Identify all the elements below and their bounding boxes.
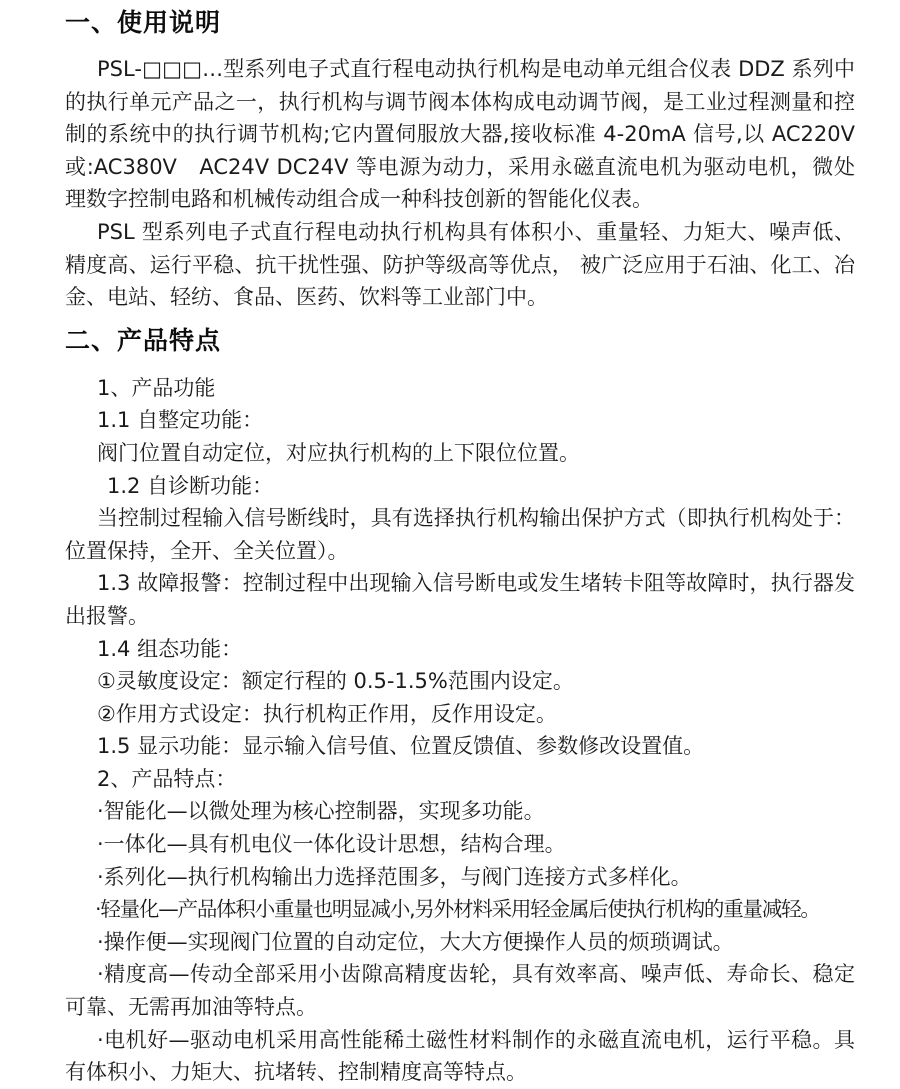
paragraph-product-intro: PSL-□□□…型系列电子式直行程电动执行机构是电动单元组合仪表 DDZ 系列中的执行单元产品之一，执行机构与调节阀本体构成电动调节阀，是工业过程测量和控制的系统中的执行调节机构;它内置伺服放大器,接收标准 4-20mA 信号,以 AC220V 或:AC380V AC24V DC24V 等电源为动力，采用永磁直流电机为驱动电机，微处理数字控制电路和机械传动组合成一种科技创新的智能化仪表。: [65, 57, 855, 212]
item-1-3-fault-alarm: 1.3 故障报警：控制过程中出现输入信号断电或发生堵转卡阻等故障时，执行器发出报警。: [65, 571, 855, 628]
item-1-1-self-tuning: 1.1 自整定功能：: [97, 408, 264, 433]
item-1-4-configuration: 1.4 组态功能：: [97, 636, 243, 661]
item-1-1-description: 阀门位置自动定位，对应执行机构的上下限位位置。: [97, 440, 580, 465]
bullet-easy-operation: ·操作便—实现阀门位置的自动定位，大大方便操作人员的烦琐调试。: [97, 929, 734, 954]
item-sensitivity-setting: ①灵敏度设定：额定行程的 0.5-1.5%范围内设定。: [97, 669, 574, 694]
section-heading-usage: 一、使用说明: [65, 8, 222, 37]
bullet-lightweight: ·轻量化—产品体积小重量也明显减小,另外材料采用轻金属后使执行机构的重量减轻。: [95, 897, 820, 922]
item-1-product-function: 1、产品功能: [97, 375, 216, 400]
bullet-good-motor: ·电机好—驱动电机采用高性能稀土磁性材料制作的永磁直流电机，运行平稳。具有体积小、力矩大、抗堵转、控制精度高等特点。: [65, 1027, 855, 1085]
item-1-2-description: 当控制过程输入信号断线时，具有选择执行机构输出保护方式（即执行机构处于：位置保持，全开、全关位置）。: [65, 506, 855, 563]
item-1-5-display-function: 1.5 显示功能：显示输入信号值、位置反馈值、参数修改设置值。: [97, 734, 705, 759]
paragraph-product-advantages: PSL 型系列电子式直行程电动执行机构具有体积小、重量轻、力矩大、噪声低、精度高、运行平稳、抗干扰性强、防护等级高等优点， 被广泛应用于石油、化工、冶金、电站、轻纺、食品、医药、饮料等工业部门中。: [65, 219, 855, 310]
section-heading-features: 二、产品特点: [65, 325, 222, 355]
item-action-mode-setting: ②作用方式设定：执行机构正作用，反作用设定。: [97, 701, 557, 726]
bullet-intelligent: ·智能化—以微处理为核心控制器，实现多功能。: [97, 799, 545, 824]
item-1-2-self-diagnosis: 1.2 自诊断功能：: [107, 473, 274, 498]
bullet-integrated: ·一体化—具有机电仪一体化设计思想，结构合理。: [97, 832, 566, 857]
bullet-high-precision: ·精度高—传动全部采用小齿隙高精度齿轮，具有效率高、噪声低、寿命长、稳定可靠、无需再加油等特点。: [65, 962, 855, 1020]
item-2-product-features: 2、产品特点：: [97, 766, 237, 791]
bullet-serialized: ·系列化—执行机构输出力选择范围多，与阀门连接方式多样化。: [97, 864, 692, 889]
